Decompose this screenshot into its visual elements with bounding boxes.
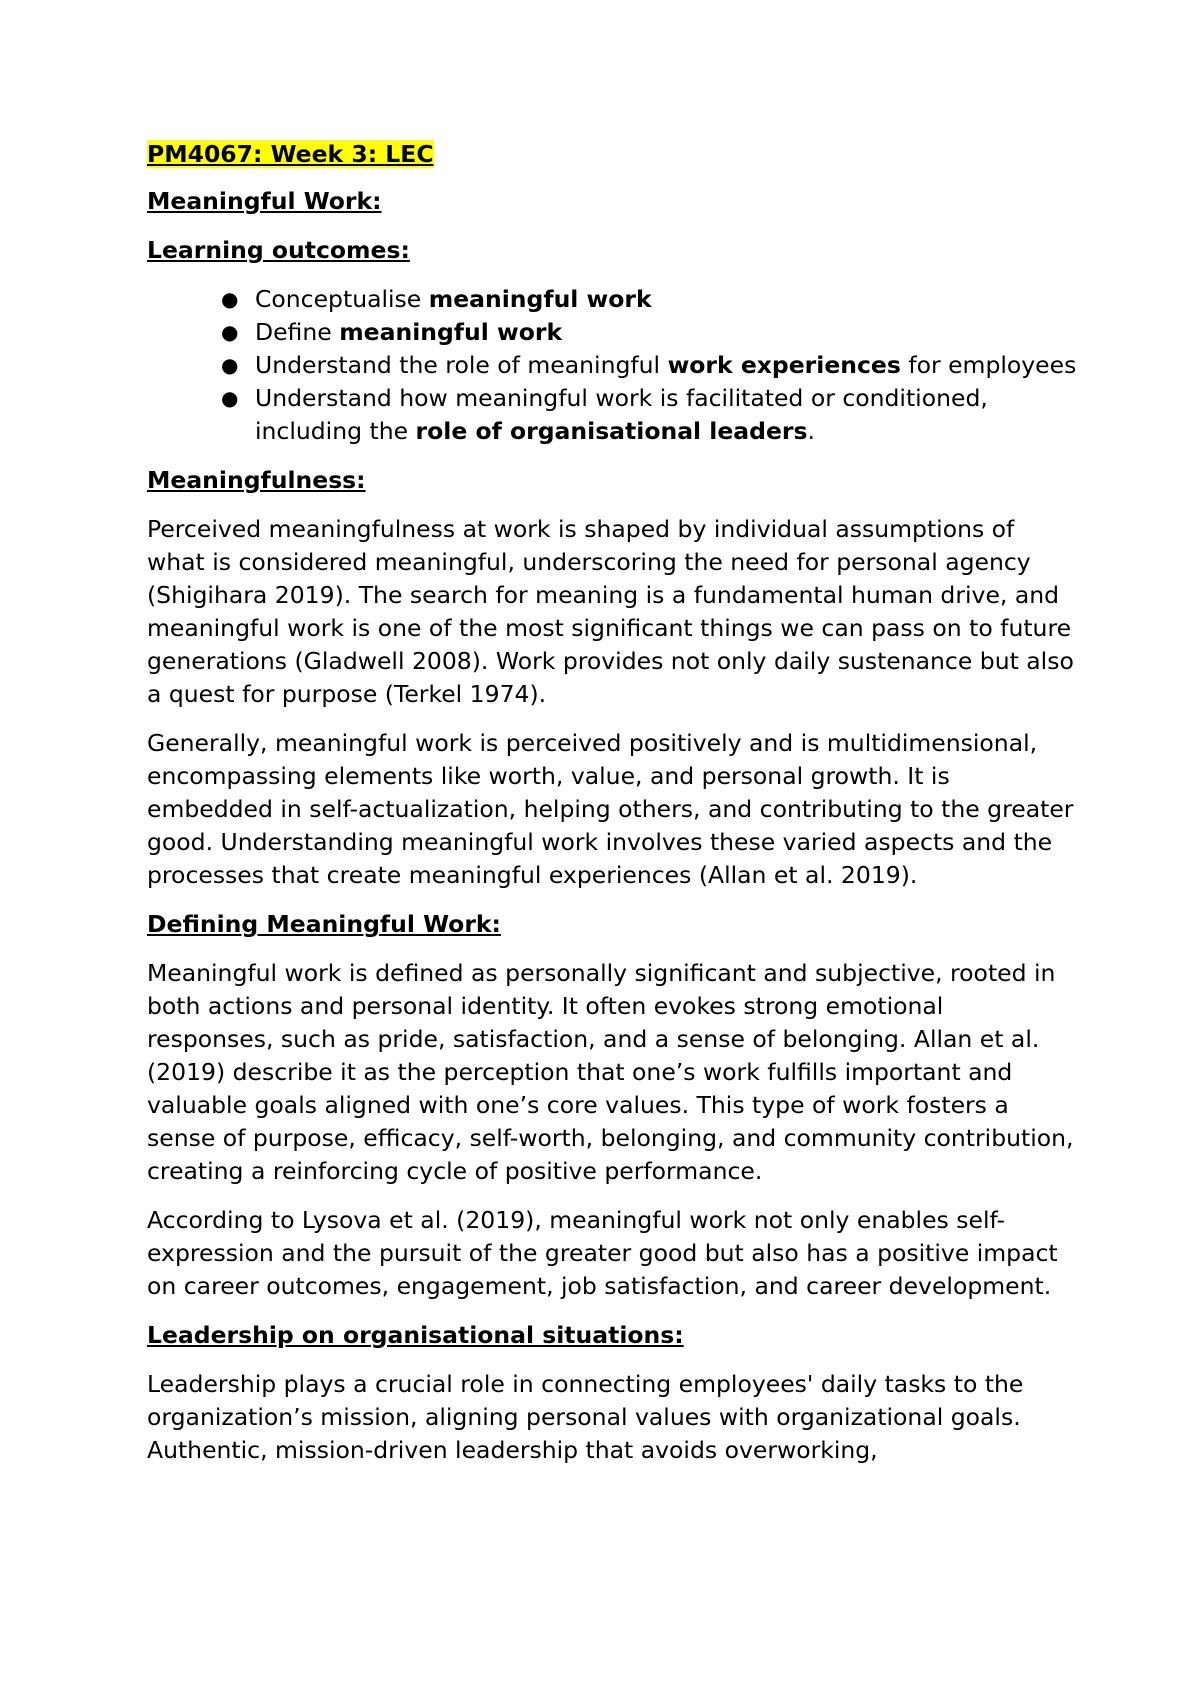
bullet-icon: ●	[221, 386, 239, 410]
document-title	[147, 138, 1077, 171]
learning-outcomes-list	[147, 283, 1077, 448]
list-item: ● Define meaningful work	[147, 316, 1077, 349]
section-heading-meaningfulness: Meaningfulness:	[147, 466, 366, 494]
paragraph: Leadership plays a crucial role in connecting employees' daily tasks to the organization’s mission, aligning personal values with organizational goals. Authentic, mission-driven leadership that avoids overworking,	[147, 1370, 1024, 1464]
list-item: ● Understand the role of meaningful work experiences for employees	[147, 349, 1077, 382]
section-heading-meaningful-work: Meaningful Work:	[147, 187, 382, 215]
bullet-icon: ●	[221, 353, 239, 377]
list-item: ● Conceptualise meaningful work	[147, 283, 1077, 316]
title-highlight: PM4067: Week 3: LEC	[147, 140, 434, 168]
paragraph: Perceived meaningfulness at work is shaped by individual assumptions of what is considered meaningful, underscoring the need for personal agency (Shigihara 2019). The search for meaning is a fundamental human drive, and meaningful work is one of the most significant things we can pass on to future generations (Gladwell 2008). Work provides not only daily sustenance but also a quest for purpose (Terkel 1974).	[147, 515, 1074, 708]
paragraph: According to Lysova et al. (2019), meaningful work not only enables self-expression and the pursuit of the greater good but also has a positive impact on career outcomes, engagement, job satisfaction, and career development.	[147, 1206, 1058, 1300]
bullet-icon: ●	[221, 320, 239, 344]
bullet-icon: ●	[221, 287, 239, 311]
document-page	[147, 138, 1077, 1483]
paragraph: Generally, meaningful work is perceived positively and is multidimensional, encompassing elements like worth, value, and personal growth. It is embedded in self-actualization, helping others, and contributing to the greater good. Understanding meaningful work involves these varied aspects and the processes that create meaningful experiences (Allan et al. 2019).	[147, 729, 1074, 889]
paragraph: Meaningful work is defined as personally significant and subjective, rooted in both actions and personal identity. It often evokes strong emotional responses, such as pride, satisfaction, and a sense of belonging. Allan et al. (2019) describe it as the perception that one’s work fulfills important and valuable goals aligned with one’s core values. This type of work fosters a sense of purpose, efficacy, self-worth, belonging, and community contribution, creating a reinforcing cycle of positive performance.	[147, 959, 1074, 1185]
section-heading-leadership: Leadership on organisational situations:	[147, 1321, 684, 1349]
section-heading-learning-outcomes: Learning outcomes:	[147, 236, 410, 264]
section-heading-defining-meaningful-work: Defining Meaningful Work:	[147, 910, 501, 938]
list-item: ● Understand how meaningful work is facilitated or conditioned, including the role of organisational leaders.	[221, 384, 988, 445]
